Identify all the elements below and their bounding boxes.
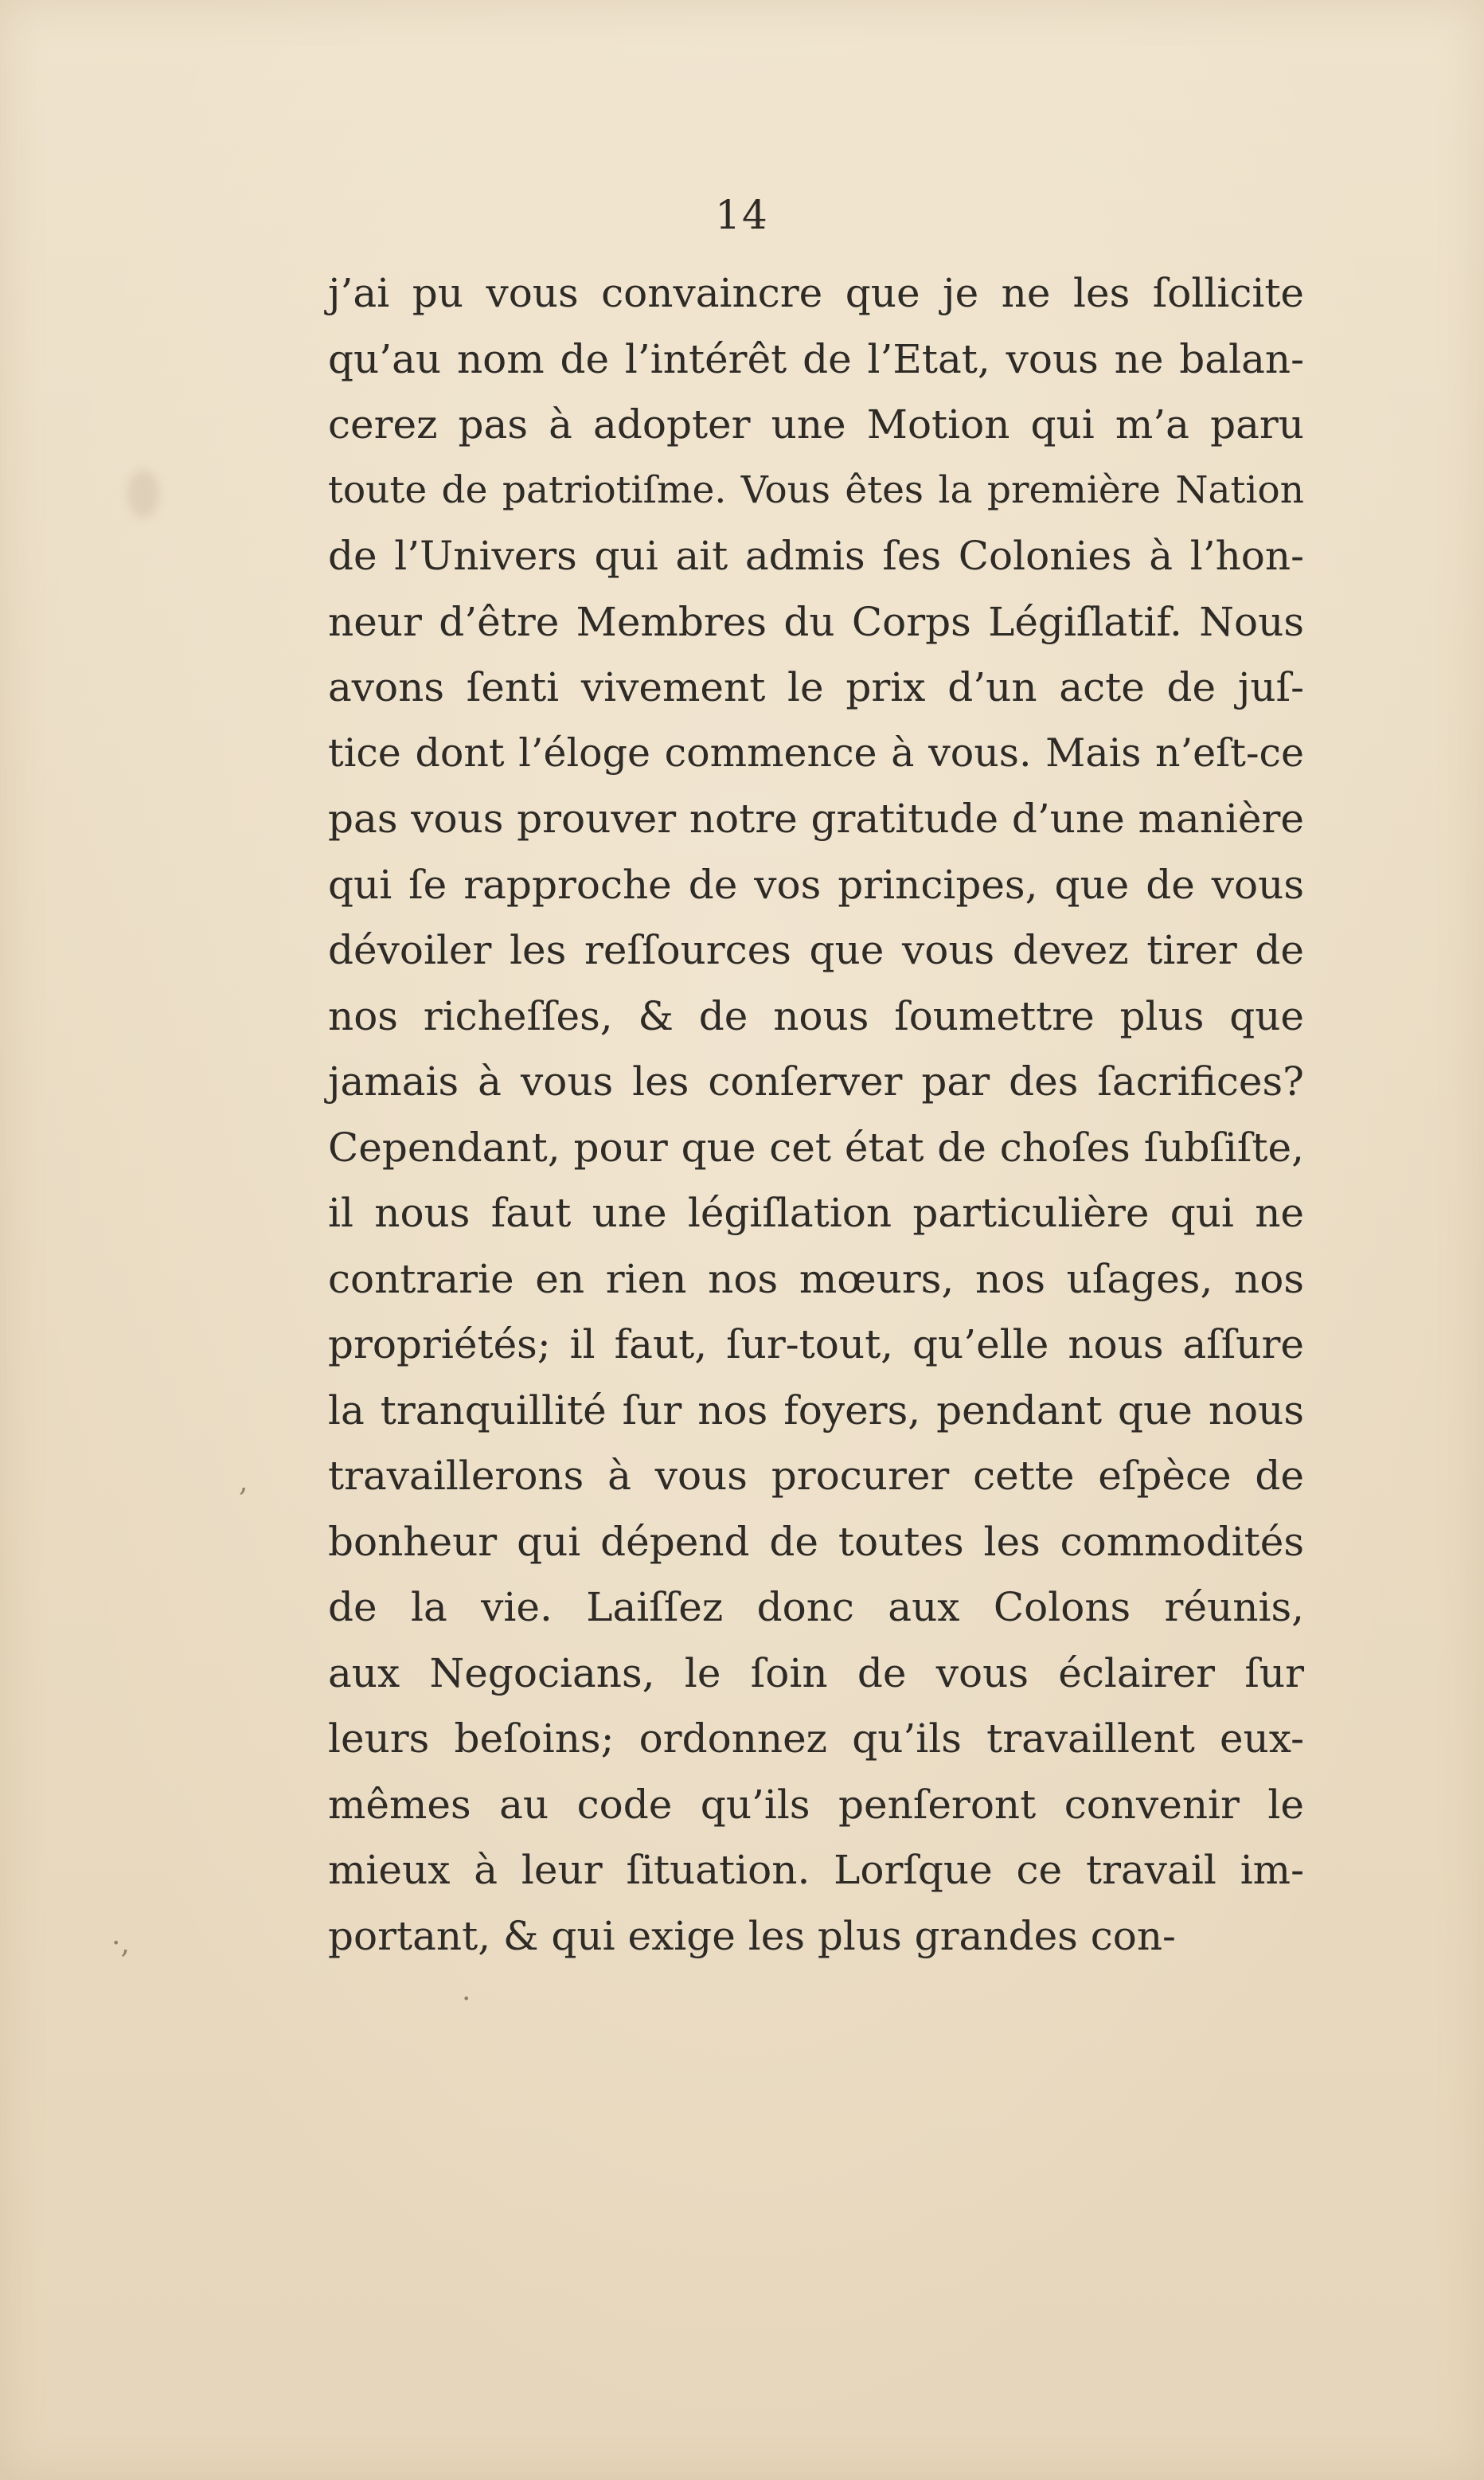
text-line: travaillerons à vous procurer cette eſpèce de xyxy=(328,1453,1304,1499)
text-line: Cependant, pour que cet état de choſes ſubſiſte, xyxy=(328,1124,1304,1171)
text-line: nos richeſſes, & de nous ſoumettre plus que xyxy=(328,992,1304,1039)
ink-speck: , xyxy=(239,1465,248,1498)
text-line: contrarie en rien nos mœurs, nos uſages, nos xyxy=(328,1255,1304,1302)
text-line: qui ſe rapproche de vos principes, que de vous xyxy=(328,861,1304,908)
text-line: propriétés; il faut, ſur-tout, qu’elle nous aſſure xyxy=(328,1321,1304,1367)
text-line: bonheur qui dépend de toutes les commodités xyxy=(328,1518,1304,1565)
text-line: de l’Univers qui ait admis ſes Colonies à l’hon- xyxy=(328,533,1304,579)
text-line: neur d’être Membres du Corps Légiſlatif. Nous xyxy=(328,598,1304,645)
text-line: mêmes au code qu’ils penſeront convenir le xyxy=(328,1781,1304,1828)
text-line: cerez pas à adopter une Motion qui m’a paru xyxy=(328,401,1304,448)
ink-speck: ·, xyxy=(111,1927,130,1960)
text-line: aux Negocians, le ſoin de vous éclairer ſur xyxy=(328,1649,1304,1696)
page-number: 14 xyxy=(715,192,769,238)
text-line: toute de patriotiſme. Vous êtes la première Nation xyxy=(328,467,1304,512)
text-line: la tranquillité ſur nos foyers, pendant que nous xyxy=(328,1387,1304,1434)
text-line: mieux à leur ſituation. Lorſque ce travail im- xyxy=(328,1847,1304,1893)
text-line: leurs beſoins; ordonnez qu’ils travaillent eux- xyxy=(328,1715,1304,1762)
ink-speck: · xyxy=(462,1983,471,2016)
text-line: pas vous prouver notre gratitude d’une manière xyxy=(328,796,1304,842)
text-line: tice dont l’éloge commence à vous. Mais n’eſt-ce xyxy=(328,730,1304,776)
text-line: portant, & qui exige les plus grandes con- xyxy=(328,1912,1176,1959)
text-line: avons ſenti vivement le prix d’un acte de juſ- xyxy=(328,664,1304,710)
text-line: j’ai pu vous convaincre que je ne les ſollicite xyxy=(328,270,1304,316)
text-line: qu’au nom de l’intérêt de l’Etat, vous ne balan- xyxy=(328,335,1304,382)
body-text xyxy=(328,260,1304,1969)
text-line: dévoiler les reſſources que vous devez tirer de xyxy=(328,927,1304,973)
text-line: il nous faut une légiſlation particulière qui ne xyxy=(328,1190,1304,1236)
paper-stain xyxy=(127,470,159,518)
text-line: de la vie. Laiſſez donc aux Colons réunis, xyxy=(328,1584,1304,1630)
text-line: jamais à vous les conſerver par des ſacrifices? xyxy=(328,1058,1304,1105)
